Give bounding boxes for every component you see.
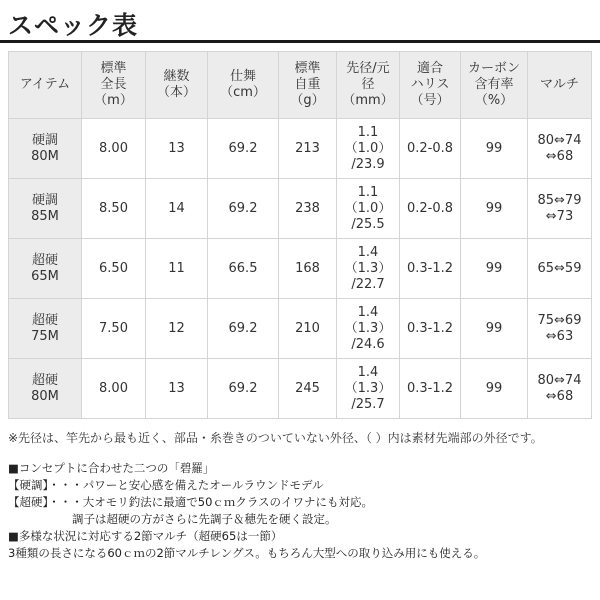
column-header (82, 52, 146, 119)
item-name-cell-line: 80M (31, 388, 59, 404)
harris-cell: 0.3-1.2 (400, 299, 461, 359)
weight-cell: 213 (279, 119, 337, 179)
diameter-cell-line: 1.4 (357, 244, 379, 260)
multi-cell (528, 359, 592, 419)
harris-cell: 0.3-1.2 (400, 359, 461, 419)
item-name-cell-line: 超硬 (31, 372, 58, 388)
diameter-cell-line: /25.7 (351, 396, 385, 412)
column-header (279, 52, 337, 119)
diameter-cell-line: （1.0） (344, 140, 392, 156)
concept-section (8, 460, 373, 528)
table-row (9, 359, 592, 419)
column-header (461, 52, 528, 119)
diameter-cell-line: 1.1 (357, 124, 379, 140)
concept-line-hard: 【硬調】・・・パワーと安心感を備えたオールラウンドモデル (8, 478, 324, 492)
sections-cell: 13 (146, 119, 208, 179)
column-header-line: （cm） (220, 85, 266, 100)
carbon-cell: 99 (461, 299, 528, 359)
column-header (146, 52, 208, 119)
column-header-line: 標準 (294, 61, 321, 76)
item-name-cell-line: 硬調 (31, 192, 58, 208)
weight-cell: 245 (279, 359, 337, 419)
multi-cell-line: ⇔68 (545, 148, 574, 164)
column-header-line: 適合 (416, 61, 443, 76)
diameter-cell-line: /23.9 (351, 156, 385, 172)
sections-cell: 14 (146, 179, 208, 239)
item-name-cell (9, 299, 82, 359)
closed-length-cell: 69.2 (208, 359, 279, 419)
multi-cell-line: 65⇔59 (537, 260, 582, 276)
column-header-line: 標準 (100, 61, 127, 76)
item-name-cell (9, 119, 82, 179)
harris-cell: 0.2-0.8 (400, 119, 461, 179)
column-header-line: 自重 (294, 77, 321, 92)
item-name-cell (9, 179, 82, 239)
multi-cell-line: 80⇔74 (537, 132, 582, 148)
footnote: ※先径は、竿先から最も近く、部品・糸巻きのついていない外径、（ ）内は素材先端部の外径です。 (8, 431, 543, 445)
item-name-cell-line: 超硬 (31, 252, 58, 268)
diameter-cell-line: /25.5 (351, 216, 385, 232)
concept-line-superhard: 【超硬】・・・大オモリ釣法に最適で50ｃｍクラスのイワナにも対応。 (8, 495, 374, 509)
table-row (9, 299, 592, 359)
multi-cell-line: ⇔68 (545, 388, 574, 404)
multi-cell-line: ⇔63 (545, 328, 574, 344)
column-header-line: カーボン (467, 61, 520, 76)
spec-table (8, 51, 592, 419)
column-header-line: （g） (290, 93, 325, 108)
sections-cell: 12 (146, 299, 208, 359)
harris-cell: 0.3-1.2 (400, 239, 461, 299)
diameter-cell-line: /24.6 (351, 336, 385, 352)
weight-cell: 168 (279, 239, 337, 299)
item-name-cell-line: 80M (31, 148, 59, 164)
column-header-line: （m） (94, 93, 133, 108)
diameter-cell-line: 1.1 (357, 184, 379, 200)
diameter-cell (337, 119, 400, 179)
column-header-line: ハリス (410, 77, 450, 92)
column-header-line: （本） (156, 85, 196, 100)
column-header (208, 52, 279, 119)
item-name-cell (9, 239, 82, 299)
harris-cell: 0.2-0.8 (400, 179, 461, 239)
length-cell: 8.00 (82, 359, 146, 419)
closed-length-cell: 66.5 (208, 239, 279, 299)
diameter-cell (337, 359, 400, 419)
diameter-cell (337, 179, 400, 239)
weight-cell: 210 (279, 299, 337, 359)
closed-length-cell: 69.2 (208, 179, 279, 239)
multi-cell-line: 85⇔79 (537, 192, 582, 208)
diameter-cell-line: （1.3） (344, 320, 392, 336)
item-name-cell-line: 65M (31, 268, 59, 284)
length-cell: 7.50 (82, 299, 146, 359)
length-cell: 6.50 (82, 239, 146, 299)
multi-cell-line: 80⇔74 (537, 372, 582, 388)
multi-cell (528, 179, 592, 239)
table-row (9, 119, 592, 179)
title-divider (0, 40, 600, 43)
page-title: スペック表 (8, 11, 139, 40)
multi-cell (528, 119, 592, 179)
table-row (9, 239, 592, 299)
multi-cell (528, 239, 592, 299)
diameter-cell-line: /22.7 (351, 276, 385, 292)
column-header-line: 含有率 (474, 77, 514, 92)
column-header-line: 全長 (100, 77, 127, 92)
column-header (337, 52, 400, 119)
item-name-cell-line: 85M (31, 208, 59, 224)
carbon-cell: 99 (461, 119, 528, 179)
column-header-line: （号） (410, 93, 450, 108)
table-header-row (9, 52, 592, 119)
multi-section (8, 528, 485, 562)
column-header-line: マルチ (539, 77, 579, 92)
sections-cell: 13 (146, 359, 208, 419)
item-name-cell-line: 超硬 (31, 312, 58, 328)
diameter-cell (337, 299, 400, 359)
diameter-cell (337, 239, 400, 299)
item-name-cell (9, 359, 82, 419)
carbon-cell: 99 (461, 239, 528, 299)
item-name-cell-line: 硬調 (31, 132, 58, 148)
carbon-cell: 99 (461, 179, 528, 239)
multi-line: 3種類の長さになる60ｃｍの2節マルチレングス。もちろん大型への取り込み用にも使える。 (8, 546, 486, 560)
length-cell: 8.50 (82, 179, 146, 239)
length-cell: 8.00 (82, 119, 146, 179)
column-header (528, 52, 592, 119)
weight-cell: 238 (279, 179, 337, 239)
multi-cell-line: ⇔73 (545, 208, 574, 224)
table-row (9, 179, 592, 239)
column-header-line: アイテム (19, 77, 71, 92)
column-header-line: 径 (361, 77, 375, 92)
concept-line-note: 調子は超硬の方がさらに先調子＆穂先を硬く設定。 (72, 512, 337, 526)
closed-length-cell: 69.2 (208, 119, 279, 179)
column-header-line: 仕舞 (229, 69, 256, 84)
diameter-cell-line: 1.4 (357, 364, 379, 380)
diameter-cell-line: （1.3） (344, 260, 392, 276)
multi-heading: ■多様な状況に対応する2節マルチ（超硬65は一節） (8, 529, 283, 543)
column-header-line: （mm） (342, 93, 394, 108)
concept-heading: ■コンセプトに合わせた二つの「碧羅」 (8, 461, 215, 475)
multi-cell-line: 75⇔69 (537, 312, 582, 328)
multi-cell (528, 299, 592, 359)
column-header (9, 52, 82, 119)
diameter-cell-line: （1.0） (344, 200, 392, 216)
sections-cell: 11 (146, 239, 208, 299)
column-header-line: 継数 (163, 69, 190, 84)
diameter-cell-line: （1.3） (344, 380, 392, 396)
closed-length-cell: 69.2 (208, 299, 279, 359)
column-header-line: （%） (474, 93, 514, 108)
column-header-line: 先径/元 (346, 61, 390, 76)
item-name-cell-line: 75M (31, 328, 59, 344)
diameter-cell-line: 1.4 (357, 304, 379, 320)
column-header (400, 52, 461, 119)
carbon-cell: 99 (461, 359, 528, 419)
